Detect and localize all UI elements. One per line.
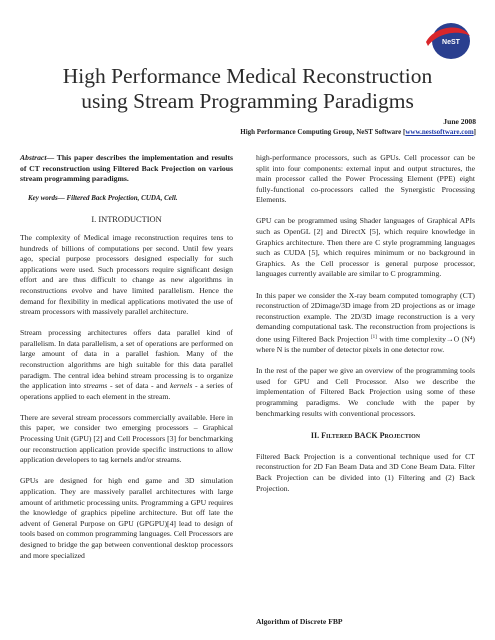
heading-word: BACK: [354, 431, 378, 441]
paragraph: Filtered Back Projection is a conventional technique used for CT reconstruction for 2D Fan Beam Data and 3D Cone Beam Data. Filter Back Projection can be divided into (1) Filtering and (2) Back Projection.: [256, 451, 475, 493]
paragraph: The complexity of Medical image reconstruction requires tens to hundreds of billions of computations per second. Until few years ago, special purpose processors designed especially for such applications were used. Such processors require significant design effort and are thus difficult to change as new algorithms in reconstructions evolve and have limited parallelism. Hence the demand for flexibility in medical applications motivated the use of stream processors with massively parallel architecture.: [20, 232, 233, 317]
paper-title: [20, 64, 475, 114]
heading-word: Projection: [377, 431, 421, 441]
keywords-label: Key words: [28, 193, 58, 202]
paragraph-text: - set of data - and: [107, 381, 171, 391]
abstract-text: This paper describes the implementation and results of CT reconstruction using Filtered Back Projection on various stream programming paradigms.: [20, 153, 233, 184]
paragraph-text: Stream processing architectures offers data parallel kind of parallelism. In data parallelism, a set of operations are performed on large amount of data in a parallel fashion. Many of the reconstruction algorithms are high suitable for this data parallel paradigm. The central idea behind stream processing is to organize the application into: [20, 328, 233, 391]
subsection-heading-algorithm: Algorithm of Discrete FBP: [256, 617, 343, 626]
heading-number: II.: [310, 431, 322, 441]
paragraph-text: with time complexity→O (N⁴) where N is the number of detector pixels in one detector row.: [256, 334, 475, 355]
title-line-2: using Stream Programming Paradigms: [81, 89, 414, 113]
affiliation-close: ]: [473, 128, 476, 136]
paragraph: GPU can be programmed using Shader languages of Graphical APIs such as OpenGL [2] and DirectX [5], which require knowledge in Graphics architecture. Then there are C style programming languages such as CUDA [5], which requires minimum or no background in Graphics. As the Cell processor is general purpose processor, languages currently available are similar to C programming.: [256, 216, 475, 279]
paper-date: June 2008: [443, 117, 476, 126]
left-column: [20, 153, 233, 561]
paragraph: high-performance processors, such as GPUs. Cell processor can be split into four components: external input and output structures, the main processor called the Power Processing Element (PPE) eight fully-functional co-processors called the Synergistic Processing Elements.: [256, 153, 475, 205]
heading-word: Filtered: [321, 431, 355, 441]
paragraph: GPUs are designed for high end game and 3D simulation application. They are massively parallel architectures with large amount of arithmetic processing units. Programming a GPU requires the knowledge of graphics pipeline architecture. But off late the advent of General Purpose on GPU (GPGPU)[4] lead to design of tools based on common programming languages. Cell Processors are designed to bridge the gap between conventional desktop processors and more specialized: [20, 476, 233, 560]
paragraph-text: In this paper we consider the X-ray beam computed tomography (CT) reconstruction of 2Dimage/3D image from 2D projections as or image reconstruction example. The 2D/3D image reconstruction is a very demanding computational task. The reconstruction from projections is done using Filtered Back Projection: [256, 290, 475, 344]
affiliation-text: High Performance Computing Group, NeST Software [: [240, 128, 406, 136]
keywords-text: — Filtered Back Projection, CUDA, Cell.: [57, 193, 178, 202]
right-column: [256, 153, 475, 494]
website-link[interactable]: www.nestsoftware.com: [405, 128, 474, 136]
keywords: [20, 193, 233, 204]
author-affiliation: [240, 128, 476, 136]
paragraph-text: - a series of operations applied to each element in the stream.: [20, 381, 233, 401]
section-heading-introduction: I. INTRODUCTION: [91, 215, 162, 225]
paragraph: [20, 328, 233, 402]
nest-logo: [424, 20, 472, 62]
paragraph: [256, 291, 475, 356]
term-streams: streams: [83, 381, 108, 391]
term-kernels: kernels: [170, 381, 193, 391]
title-line-1: High Performance Medical Reconstruction: [62, 64, 433, 88]
logo-text: NeST: [442, 39, 460, 46]
citation-ref: [1]: [370, 334, 377, 340]
abstract-label: Abstract—: [20, 153, 55, 162]
section-heading-fbp: [256, 431, 475, 442]
paragraph: There are several stream processors commercially available. Here in this paper, we consider two emerging processors – Graphical Processing Unit (GPU) [2] and Cell Processors [3] for benchmarking our reconstruction application provide specific instructions to allow application developers to tag kernels and/or streams.: [20, 412, 233, 465]
abstract: [20, 153, 233, 185]
paragraph: In the rest of the paper we give an overview of the programming tools used for GPU and Cell Processor. Also we describe the implementation of Filtered Back Projection using some of these programming paradigms. We conclude with the paper by benchmarking results with conventional processors.: [256, 366, 475, 418]
